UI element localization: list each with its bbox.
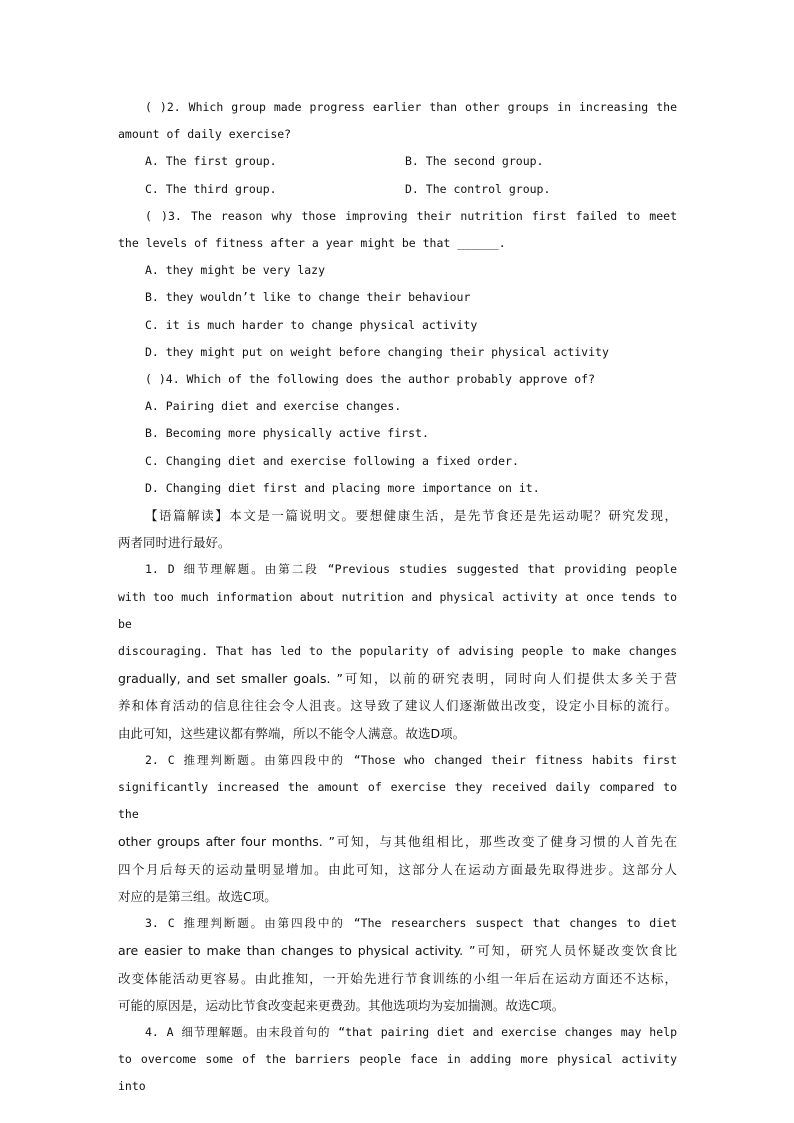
option-b: B. they wouldn’t like to change their behaviour: [145, 290, 471, 305]
option-c: C. Changing diet and exercise following a fixed order.: [145, 453, 519, 468]
answer-1-line: 养和体育活动的信息往往会令人沮丧。这导致了建议人们逐渐做出改变，设定小目标的流行。: [118, 698, 677, 714]
option-a: A. they might be very lazy: [145, 263, 326, 278]
answer-1-line: discouraging. That has led to the popularity of advising people to make changes: [118, 644, 677, 659]
answer-3-line: 可能的原因是，运动比节食改变起来更费劲。其他选项均为妄加揣测。故选C项。: [118, 997, 565, 1013]
question-2-stem-continued: amount of daily exercise?: [118, 127, 292, 142]
question-2-options-row-2: [118, 176, 677, 203]
answer-1-line: with too much information about nutrition and physical activity at once tends to be: [118, 589, 677, 631]
option-d: D. The control group.: [405, 181, 551, 196]
answer-1-line: 由此可知，这些建议都有弊端，所以不能令人满意。故选D项。: [118, 725, 466, 741]
question-2-options-row-1: [118, 148, 677, 175]
answer-4: 4. A 细节理解题。由末段首句的 “that pairing diet and exercise changes may help: [145, 1024, 677, 1039]
option-a: A. Pairing diet and exercise changes.: [145, 399, 402, 414]
answer-4-line: to overcome some of the barriers people face in adding more physical activity into: [118, 1052, 677, 1094]
answer-1-line: gradually, and set smaller goals. ”可知，以前的研究表明，同时向人们提供太多关于营: [118, 671, 677, 687]
answer-2-line: 四个月后每天的运动量明显增加。由此可知，这部分人在运动方面最先取得进步。这部分人: [118, 861, 677, 877]
answer-3: 3. C 推理判断题。由第四段中的 “The researchers suspect that changes to diet: [145, 916, 677, 931]
answer-2-line: 对应的是第三组。故选C项。: [118, 888, 277, 904]
question-2-stem: ( )2. Which group made progress earlier than other groups in increasing the: [145, 100, 677, 114]
option-c: C. The third group.: [145, 181, 277, 196]
option-c: C. it is much harder to change physical activity: [145, 317, 478, 332]
answer-2-line: significantly increased the amount of exercise they received daily compared to the: [118, 780, 677, 822]
option-d: D. Changing diet first and placing more importance on it.: [145, 480, 540, 495]
answer-1: 1. D 细节理解题。由第二段 “Previous studies suggested that providing people: [145, 562, 677, 577]
answer-2: 2. C 推理判断题。由第四段中的 “Those who changed their fitness habits first: [145, 752, 677, 767]
option-b: B. The second group.: [405, 154, 544, 169]
option-b: B. Becoming more physically active first.: [145, 426, 429, 441]
passage-analysis-continued: 两者同时进行最好。: [118, 535, 231, 551]
answer-3-line: 改变体能活动更容易。由此推知，一开始先进行节食训练的小组一年后在运动方面还不达标，: [118, 970, 677, 986]
question-4-stem: ( )4. Which of the following does the author probably approve of?: [145, 372, 596, 387]
question-3-stem-continued: the levels of fitness after a year might be that ______.: [118, 236, 506, 251]
option-a: A. The first group.: [145, 154, 277, 169]
document-page: [118, 94, 677, 1101]
option-d: D. they might put on weight before changing their physical activity: [145, 344, 609, 359]
question-3-stem: ( )3. The reason why those improving their nutrition first failed to meet: [145, 208, 677, 223]
answer-3-line: are easier to make than changes to physical activity. ”可知，研究人员怀疑改变饮食比: [118, 943, 677, 959]
answer-2-line: other groups after four months. ”可知，与其他组相比，那些改变了健身习惯的人首先在: [118, 834, 677, 850]
passage-analysis: 【语篇解读】本文是一篇说明文。要想健康生活，是先节食还是先运动呢？研究发现，: [145, 508, 677, 524]
